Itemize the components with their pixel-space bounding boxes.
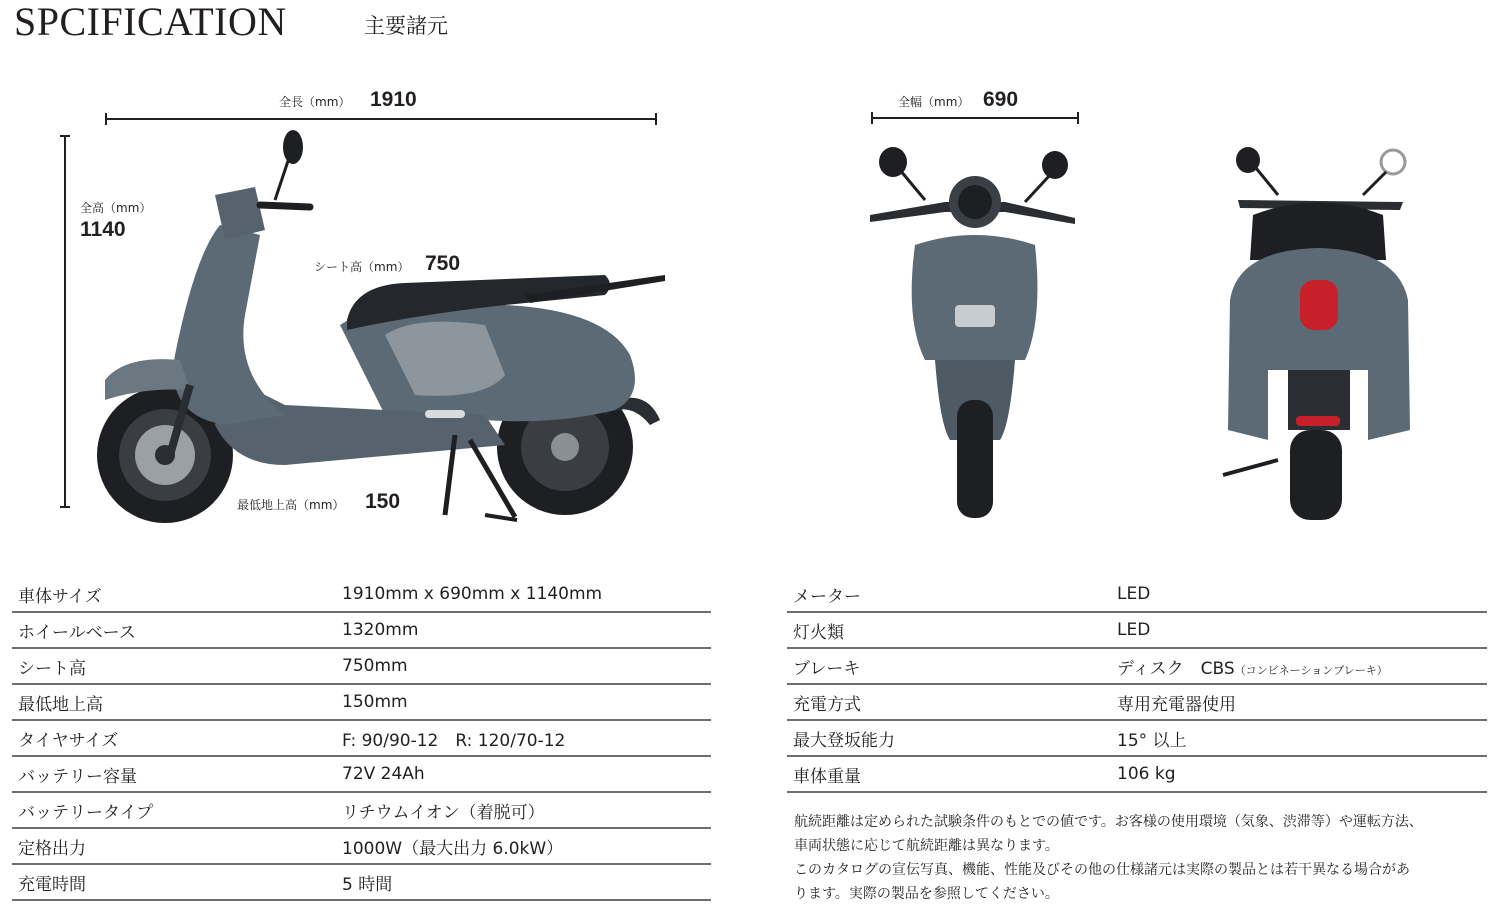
table-row — [787, 720, 1487, 756]
table-row — [787, 612, 1487, 648]
table-row — [12, 828, 711, 864]
scooter-front-view-image — [865, 140, 1085, 525]
length-label: 全長（mm） — [279, 95, 351, 109]
spec-value: 72V 24Ah — [336, 756, 711, 792]
height-dimension-line — [64, 135, 66, 508]
ground-clearance-value: 150 — [365, 490, 401, 513]
table-row — [787, 577, 1487, 612]
table-row — [787, 684, 1487, 720]
height-value: 1140 — [80, 218, 126, 241]
page-title: SPCIFICATION — [14, 0, 287, 44]
table-row — [12, 612, 711, 648]
table-row — [12, 792, 711, 828]
spec-value: リチウムイオン（着脱可） — [336, 792, 711, 828]
spec-value: 1320mm — [336, 612, 711, 648]
scooter-side-view-image — [85, 125, 675, 530]
table-row — [12, 577, 711, 612]
spec-label: バッテリータイプ — [12, 792, 336, 828]
table-row — [787, 648, 1487, 684]
spec-value: 150mm — [336, 684, 711, 720]
spec-label: タイヤサイズ — [12, 720, 336, 756]
spec-label: 灯火類 — [787, 612, 1111, 648]
spec-value: 1000W（最大出力 6.0kW） — [336, 828, 711, 864]
note-line: ります。実際の製品を参照してください。 — [794, 886, 1059, 902]
brake-value: ディスク CBS — [1117, 658, 1235, 679]
spec-value: 5 時間 — [336, 864, 711, 900]
spec-label: シート高 — [12, 648, 336, 684]
spec-label: 最低地上高 — [12, 684, 336, 720]
brake-note: （コンビネーションブレーキ） — [1234, 663, 1388, 677]
spec-value — [1111, 648, 1487, 684]
note-line: 車両状態に応じて航続距離は異なります。 — [794, 838, 1059, 854]
table-row — [12, 684, 711, 720]
page-subtitle: 主要諸元 — [364, 14, 448, 38]
table-row — [12, 756, 711, 792]
spec-label: メーター — [787, 577, 1111, 612]
note-line: このカタログの宣伝写真、機能、性能及びその他の仕様諸元は実際の製品とは若干異なる場合があ — [794, 862, 1410, 878]
spec-table-left — [12, 577, 711, 901]
table-row — [787, 756, 1487, 792]
table-row — [12, 648, 711, 684]
spec-label: 車体重量 — [787, 756, 1111, 792]
length-dimension-line — [105, 118, 657, 120]
spec-value: 15° 以上 — [1111, 720, 1487, 756]
seat-height-value: 750 — [425, 252, 461, 275]
note-line: 航続距離は定められた試験条件のもとでの値です。お客様の使用環境（気象、渋滞等）や運転方法、 — [794, 814, 1423, 830]
width-label: 全幅（mm） — [898, 95, 970, 109]
spec-value: 106 kg — [1111, 756, 1487, 792]
width-dimension-line — [871, 117, 1079, 119]
disclaimer-notes — [794, 810, 1484, 906]
spec-table-right — [787, 577, 1487, 793]
seat-height-label: シート高（mm） — [314, 260, 410, 274]
spec-value: 専用充電器使用 — [1111, 684, 1487, 720]
ground-clearance-label: 最低地上高（mm） — [237, 498, 345, 512]
spec-label: 定格出力 — [12, 828, 336, 864]
table-row — [12, 864, 711, 900]
spec-value: LED — [1111, 612, 1487, 648]
spec-label: 車体サイズ — [12, 577, 336, 612]
spec-label: ホイールベース — [12, 612, 336, 648]
width-value: 690 — [983, 88, 1019, 111]
spec-label: バッテリー容量 — [12, 756, 336, 792]
spec-label: 充電方式 — [787, 684, 1111, 720]
table-row — [12, 720, 711, 756]
height-label: 全高（mm） — [80, 201, 152, 215]
spec-label: ブレーキ — [787, 648, 1111, 684]
spec-value: 750mm — [336, 648, 711, 684]
length-value: 1910 — [370, 88, 417, 111]
spec-label: 充電時間 — [12, 864, 336, 900]
spec-value: 1910mm x 690mm x 1140mm — [336, 577, 711, 612]
spec-value: LED — [1111, 577, 1487, 612]
spec-label: 最大登坂能力 — [787, 720, 1111, 756]
scooter-rear-view-image — [1218, 140, 1418, 525]
spec-value: F: 90/90-12 R: 120/70-12 — [336, 720, 711, 756]
